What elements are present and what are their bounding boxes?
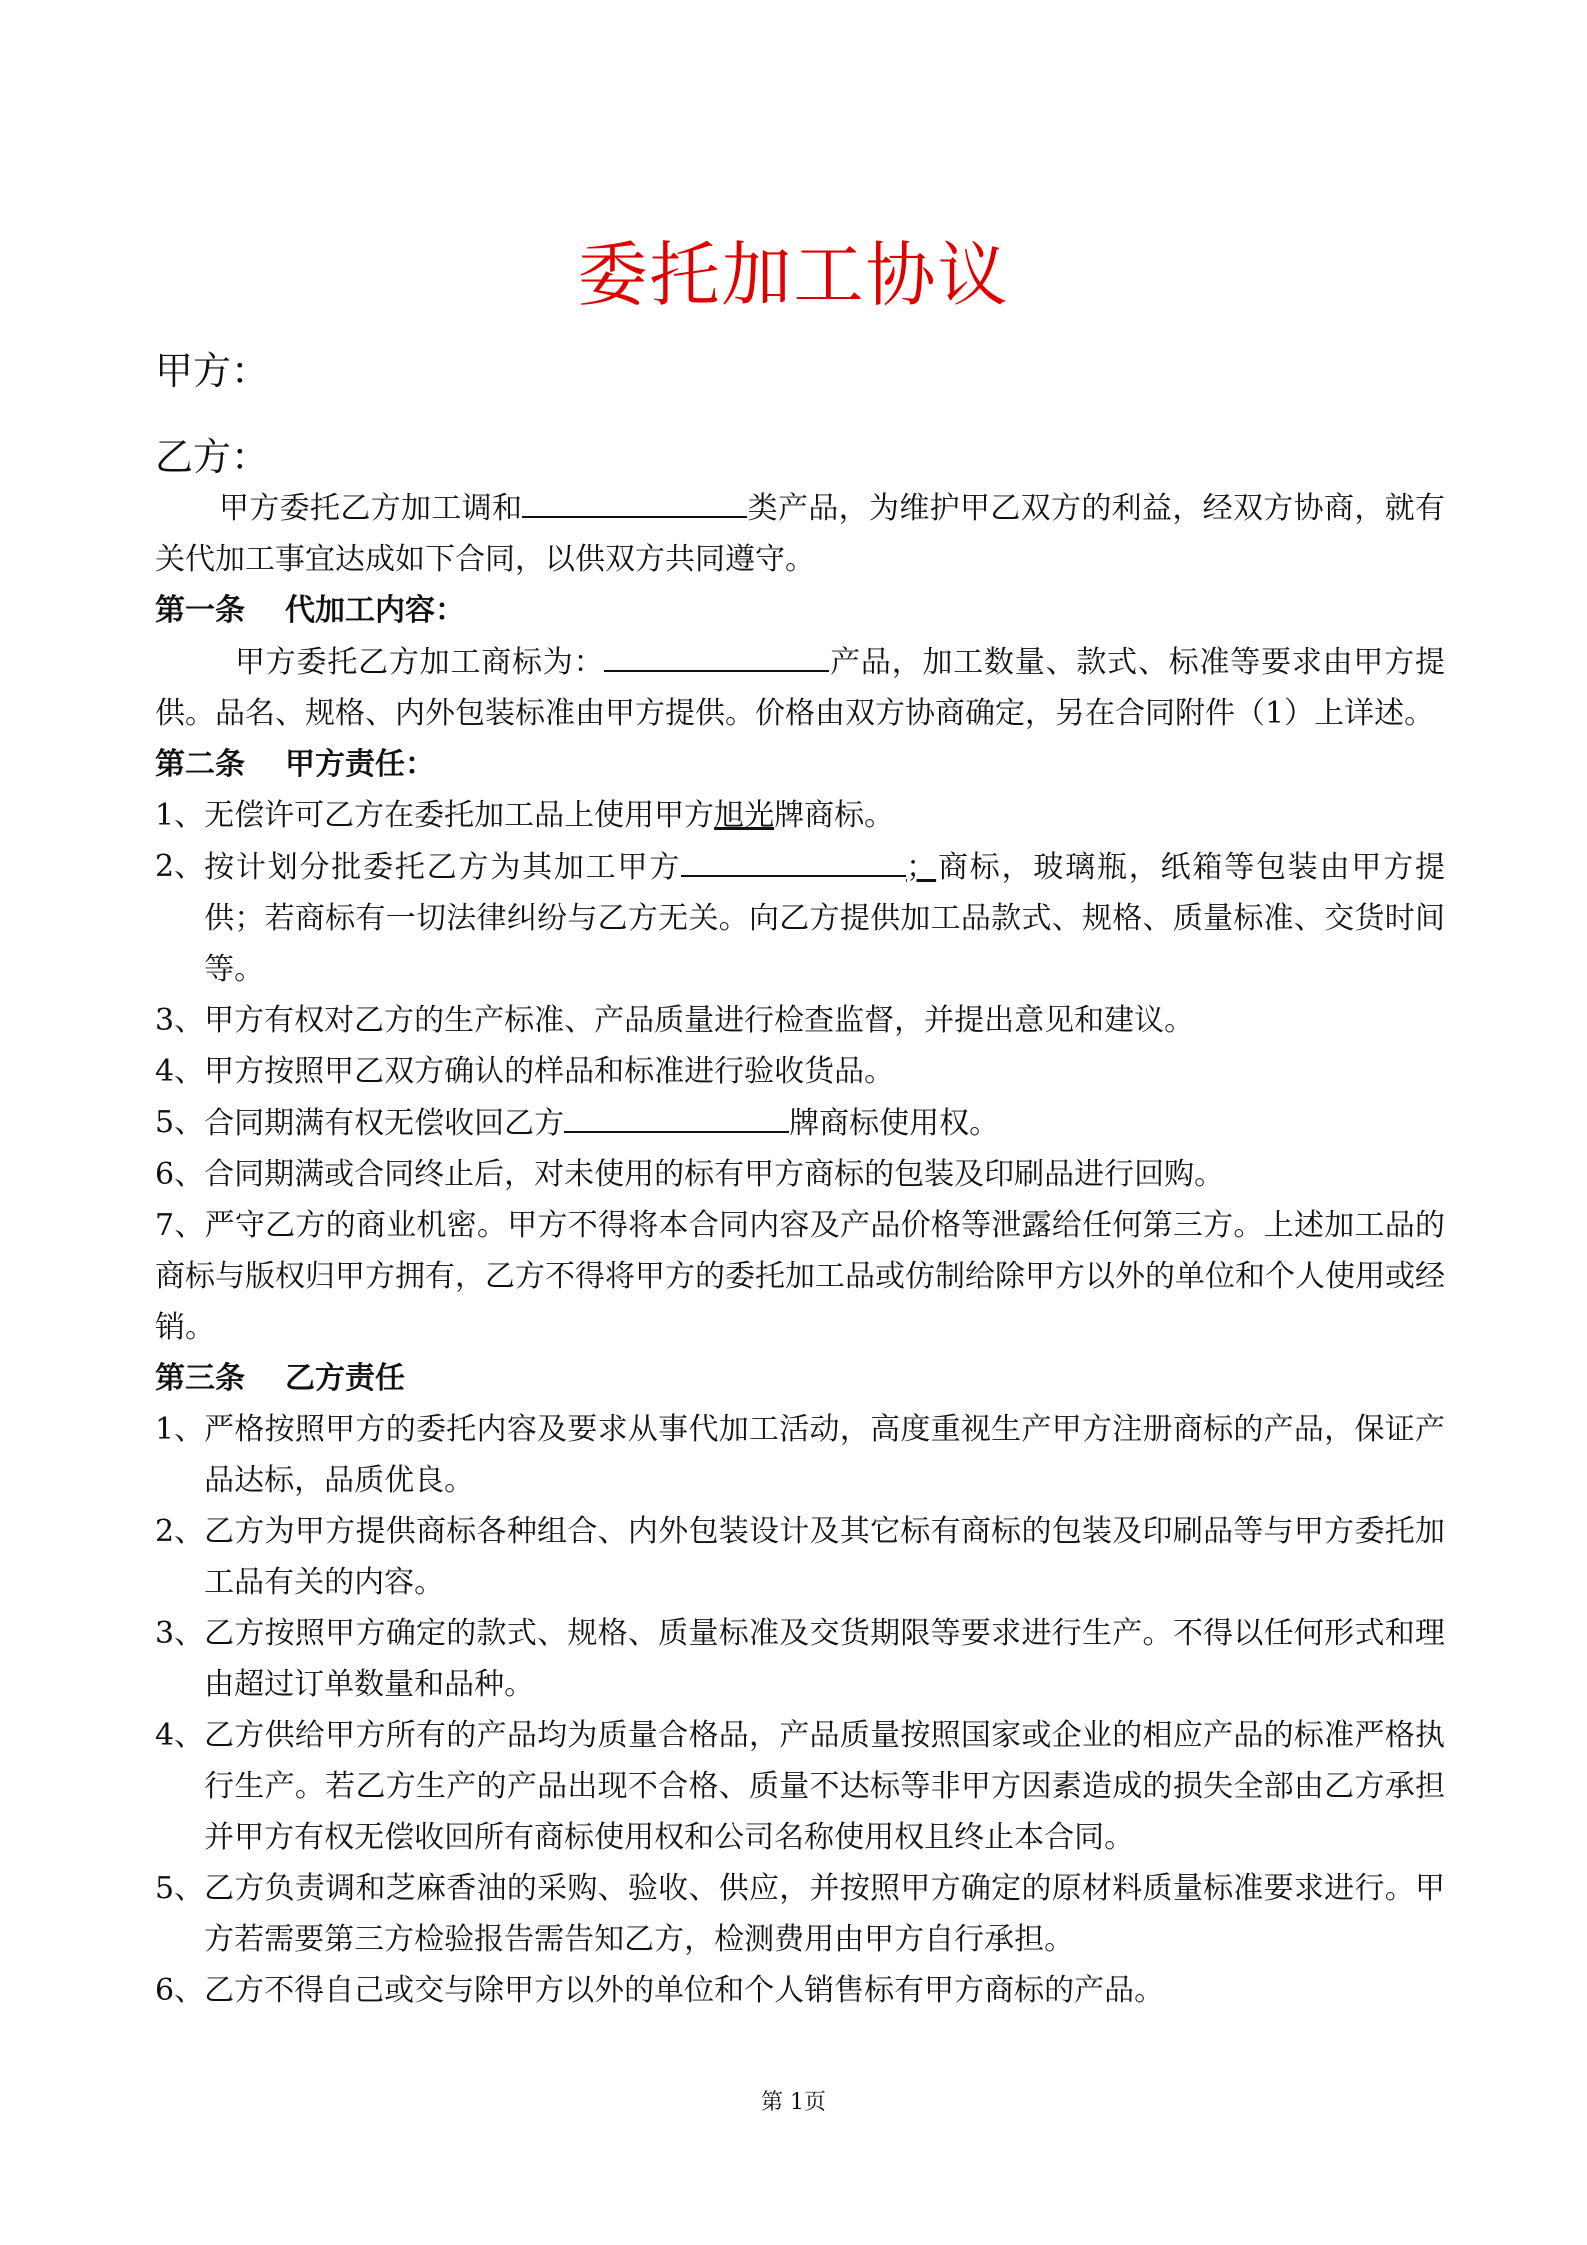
item-number: 5、 <box>155 1871 205 1906</box>
article-3-item-4 <box>155 1710 1445 1863</box>
item-text: 严格按照甲方的委托内容及要求从事代加工活动，高度重视生产甲方注册商标的产品，保证产品达标，品质优良。 <box>204 1412 1445 1498</box>
article-2-number: 第二条 <box>155 747 245 782</box>
item-text: 乙方负责调和芝麻香油的采购、验收、供应，并按照甲方确定的原材料质量标准要求进行。甲方若需要第三方检验报告需告知乙方，检测费用由甲方自行承担。 <box>204 1871 1445 1957</box>
item-text: 按计划分批委托乙方为其加工甲方 <box>204 850 682 885</box>
article-3-item-6 <box>155 1965 1445 2016</box>
item-text: 甲方按照甲乙双方确认的样品和标准进行验收货品。 <box>204 1054 895 1089</box>
party-b-label: 乙方： <box>155 435 270 479</box>
item-number: 7、 <box>155 1208 205 1243</box>
party-a-brand-blank <box>681 841 906 877</box>
article-1-title: 代加工内容： <box>285 593 465 628</box>
item-number: 4、 <box>155 1718 205 1753</box>
article-2-title: 甲方责任： <box>285 747 435 782</box>
article-3-number: 第三条 <box>155 1361 245 1396</box>
article-1-heading <box>155 585 1445 636</box>
article-2-item-2 <box>155 841 1445 995</box>
item-number: 5、 <box>155 1105 205 1140</box>
article-1-text-1: 甲方委托乙方加工商标为： <box>235 645 605 680</box>
trademark-blank <box>604 636 829 672</box>
party-b-brand-blank <box>564 1097 789 1133</box>
item-text-end: 商标，玻璃瓶，纸箱等包装由甲方提供；若商标有一切法律纠纷与乙方无关。向乙方提供加工品款式、规格、质量标准、交货时间等。 <box>204 850 1446 987</box>
item-text: 乙方按照甲方确定的款式、规格、质量标准及交货期限等要求进行生产。不得以任何形式和理由超过订单数量和品种。 <box>204 1616 1445 1702</box>
article-2-item-6 <box>155 1149 1445 1200</box>
item-text: 乙方不得自己或交与除甲方以外的单位和个人销售标有甲方商标的产品。 <box>204 1973 1165 2008</box>
article-3-heading <box>155 1353 1445 1404</box>
article-2-item-4 <box>155 1046 1445 1097</box>
item-text: 乙方为甲方提供商标各种组合、内外包装设计及其它标有商标的包装及印刷品等与甲方委托加工品有关的内容。 <box>204 1514 1445 1600</box>
page-number: 第 1页 <box>761 2090 826 2115</box>
article-2-heading <box>155 739 1445 790</box>
document-title: 委托加工协议 <box>577 234 1010 316</box>
item-number: 1、 <box>155 798 205 833</box>
item-number: 2、 <box>155 849 205 884</box>
article-1-number: 第一条 <box>155 593 245 628</box>
item-text-end: 牌商标。 <box>774 798 895 833</box>
item-text: 乙方供给甲方所有的产品均为质量合格品，产品质量按照国家或企业的相应产品的标准严格执行生产。若乙方生产的产品出现不合格、质量不达标等非甲方因素造成的损失全部由乙方承担并甲方有权无偿收回所有商标使用权和公司名称使用权且终止本合同。 <box>204 1718 1445 1855</box>
item-number: 4、 <box>155 1054 205 1089</box>
item-number: 6、 <box>155 1157 205 1192</box>
item-number: 3、 <box>155 1616 205 1651</box>
document-body <box>155 482 1445 2016</box>
intro-paragraph <box>155 482 1445 585</box>
item-text: 无偿许可乙方在委托加工品上使用甲方 <box>204 798 715 833</box>
article-3-item-5 <box>155 1863 1445 1965</box>
item-text: 合同期满或合同终止后，对未使用的标有甲方商标的包装及印刷品进行回购。 <box>204 1157 1225 1192</box>
blank-semicolon: ； <box>906 850 937 885</box>
item-number: 1、 <box>155 1412 205 1447</box>
article-3-item-2 <box>155 1506 1445 1608</box>
item-text-end: 牌商标使用权。 <box>789 1106 1000 1141</box>
intro-text-2: 类产品，为维护甲乙双方的利益，经双方协商，就有关代加工事宜达成如下合同，以供双方共同遵守。 <box>155 491 1446 577</box>
item-text: 严守乙方的商业机密。甲方不得将本合同内容及产品价格等泄露给任何第三方。上述加工品的商标与版权归甲方拥有，乙方不得将甲方的委托加工品或仿制给除甲方以外的单位和个人使用或经销。 <box>155 1208 1445 1345</box>
item-text: 甲方有权对乙方的生产标准、产品质量进行检查监督，并提出意见和建议。 <box>204 1003 1195 1038</box>
product-type-blank <box>522 482 747 518</box>
article-3-title: 乙方责任 <box>285 1361 405 1396</box>
intro-text-1: 甲方委托乙方加工调和 <box>219 491 523 526</box>
item-text: 合同期满有权无偿收回乙方 <box>204 1106 565 1141</box>
item-number: 3、 <box>155 1003 205 1038</box>
article-2-item-7 <box>155 1200 1445 1353</box>
brand-name: 旭光 <box>714 798 775 833</box>
article-3-item-1 <box>155 1404 1445 1506</box>
item-number: 2、 <box>155 1514 205 1549</box>
item-number: 6、 <box>155 1973 205 2008</box>
article-1-text-2: 产品，加工数量、款式、标准等要求由甲方提供。品名、规格、内外包装标准由甲方提供。价格由双方协商确定，另在合同附件（1）上详述。 <box>155 645 1445 731</box>
article-3-item-3 <box>155 1608 1445 1710</box>
article-2-item-1 <box>155 790 1445 841</box>
article-1-paragraph <box>155 636 1445 739</box>
party-a-label: 甲方： <box>155 349 270 393</box>
article-2-item-3 <box>155 995 1445 1046</box>
article-2-item-5 <box>155 1097 1445 1149</box>
